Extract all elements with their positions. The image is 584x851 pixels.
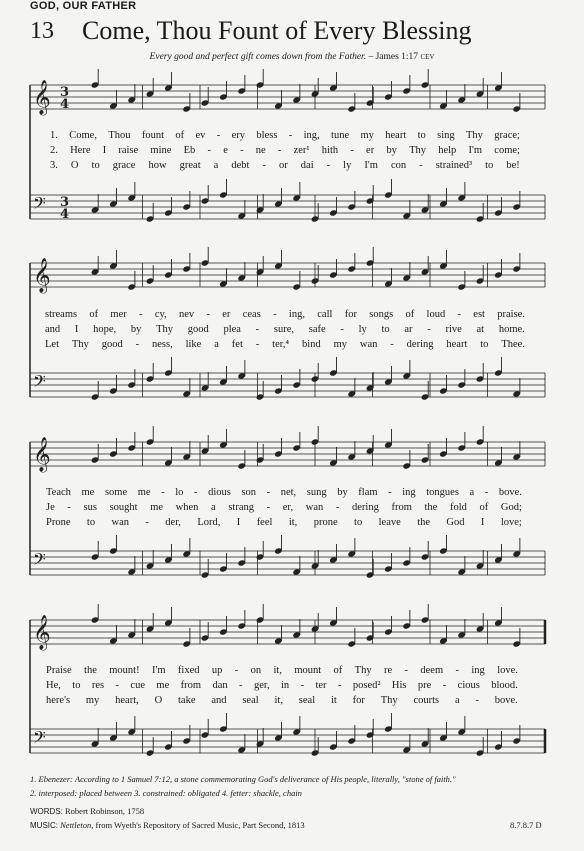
lyric-s3-v3: Prone to wan - der, Lord, I feel it, prone to leave the God I love;	[46, 517, 522, 528]
lyric-s2-v3: Let Thy good - ness, like a fet - ter,⁴ bind my wan - dering heart to Thee.	[45, 339, 525, 350]
music-year: 1813	[287, 820, 305, 830]
lyric-s3-v2: Je - sus sought me when a strang - er, wan - dering from the fold of God;	[46, 502, 522, 513]
music-label: MUSIC:	[30, 821, 58, 830]
bass-clef-icon: 𝄢	[33, 727, 46, 751]
clefs	[33, 80, 69, 751]
music-tune: Nettleton,	[60, 820, 94, 830]
words-author: Robert Robinson, 1758	[65, 806, 145, 816]
footnote-2: 2. interposed: placed between 3. constrained: obligated 4. fetter: shackle, chain	[30, 788, 302, 798]
scripture-text: Every good and perfect gift comes down from the Father.	[149, 52, 367, 62]
lyric-s4-v2: He, to res - cue me from dan - ger, in - ter - posed² His pre - cious blood.	[46, 680, 518, 691]
treble-clef-icon: 𝄞	[33, 437, 51, 472]
bass-clef-icon: 𝄢	[33, 549, 46, 573]
lyric-s1-v1: 1. Come, Thou fount of ev - ery bless - ing, tune my heart to sing Thy grace;	[50, 130, 520, 141]
meter: 8.7.8.7 D	[510, 820, 542, 830]
note-heads	[91, 69, 521, 757]
time-signature: 4	[60, 97, 70, 112]
lyric-s2-v1: streams of mer - cy, nev - er ceas - ing, call for songs of loud - est praise.	[45, 309, 525, 320]
bass-clef-icon: 𝄢	[33, 371, 46, 395]
treble-clef-icon: 𝄞	[33, 615, 51, 650]
scripture-version: CEV	[420, 53, 435, 61]
hymn-number: 13	[30, 18, 54, 44]
time-signature: 3	[60, 195, 70, 210]
time-signature: 3	[60, 85, 70, 100]
lyric-s1-v3: 3. O to grace how great a debt - or dai - ly I'm con - strained³ to be!	[50, 160, 520, 171]
lyric-s1-v2: 2. Here I raise mine Eb - e - ne - zer¹ hith - er by Thy help I'm come;	[50, 145, 520, 156]
scripture-reference: – James 1:17	[368, 52, 419, 62]
section-heading: GOD, OUR FATHER	[30, 0, 137, 12]
music-source: from Wyeth's Repository of Sacred Music, Part Second,	[95, 820, 286, 830]
lyric-s3-v1: Teach me some me - lo - dious son - net, sung by flam - ing tongues a - bove.	[46, 487, 522, 498]
treble-clef-icon: 𝄞	[33, 80, 51, 115]
hymn-title: Come, Thou Fount of Every Blessing	[82, 16, 472, 45]
footnote-1: 1. Ebenezer: According to 1 Samuel 7:12, a stone commemorating God's deliverance of His people, literally, "stone of faith."	[30, 774, 456, 784]
lyric-s4-v1: Praise the mount! I'm fixed up - on it, mount of Thy re - deem - ing love.	[46, 665, 518, 676]
words-credit	[30, 806, 144, 816]
words-label: WORDS:	[30, 807, 63, 816]
lyric-s2-v2: and I hope, by Thy good plea - sure, safe - ly to ar - rive at home.	[45, 324, 525, 335]
lyric-s4-v3: here's my heart, O take and seal it, seal it for Thy courts a - bove.	[46, 695, 518, 706]
time-signature: 4	[60, 207, 70, 222]
staff-lines	[30, 85, 545, 753]
bass-clef-icon: 𝄢	[33, 193, 46, 217]
treble-clef-icon: 𝄞	[33, 258, 51, 293]
music-credit	[30, 820, 305, 830]
